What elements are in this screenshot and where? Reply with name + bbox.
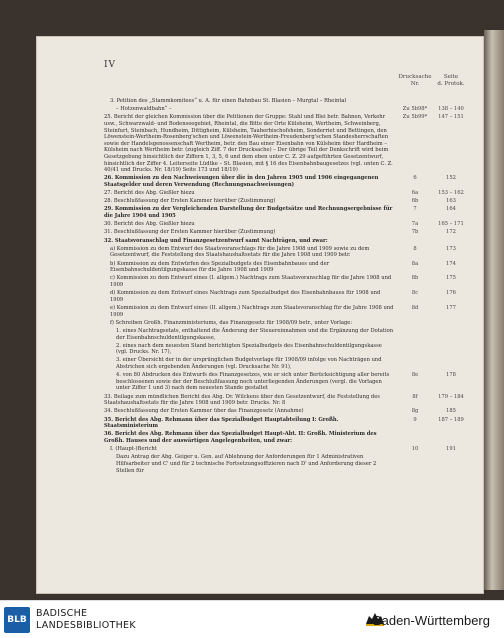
blb-line2: LANDESBIBLIOTHEK — [36, 619, 136, 631]
list-item — [104, 246, 464, 259]
entry-page: 179 – 184 — [438, 393, 464, 400]
entry-page: 178 — [446, 372, 456, 379]
page-number: IV — [104, 60, 117, 70]
entry-text: 2. eines nach dem neuesten Stand berichtigten Spezialbudgets des Eisenbahnschuldentilgungskasse (vgl. Drucks. Nr. 17), — [116, 342, 382, 356]
entry-text: Dazu Antrag der Abg. Geiger u. Gen. auf Ablehnung der Anforderungen für 1 Administrativen Hilfsarbeiter und C' und für 2 technische Fortsetzungsoffizieren nach D' und Anforderung dieser 2 Stellen für — [116, 454, 377, 474]
list-item — [104, 106, 464, 113]
entry-drucksache-nr: 8e — [411, 372, 419, 379]
list-item — [104, 394, 464, 407]
list-item — [104, 290, 464, 303]
blb-logo[interactable]: BLB — [4, 607, 30, 633]
entry-drucksache-nr: 8g — [411, 408, 419, 415]
list-item — [104, 328, 464, 341]
list-item — [104, 305, 464, 318]
list-item — [104, 408, 464, 415]
column-header-drucksache — [398, 74, 432, 88]
entry-text: 4. von 80 Abdrucken des Entwurfs des Finanzgesetzes, wie er sich unter Berücksichtigung aller bereits beschlossenen sowie der der Beschlußfassung noch unterliegenden Änderungen (vergl. die Vorlagen unter Ziffer 1 und 3) nach dem neuesten Stande gestaltet — [116, 372, 390, 392]
list-item — [104, 343, 464, 356]
entry-text: b) Kommission zu dem Entwürfen des Spezialbudgets des Eisenbahnbaues und der Eisenbahnschuldentilgungskasse für die Jahre 1908 und 1909 — [110, 260, 330, 274]
entry-page: 177 — [446, 304, 456, 311]
entry-text: 36. Bericht des Abg. Rehmann über das Spezialbudget Haupt-Abt. II: Großh. Ministerium des Großh. Hauses und der auswärtigen Angelegenheiten, und zwar: — [104, 431, 377, 444]
entry-page: 174 — [446, 260, 456, 267]
page-edge — [484, 30, 504, 590]
list-item — [104, 431, 464, 444]
entry-page: 152 — [446, 175, 456, 182]
entry-drucksache-nr: 8d — [411, 304, 419, 311]
entry-text: f) Schreiben Großh. Finanzministeriums, das Finanzgesetz für 1908/09 betr., unter Vorlage: — [110, 319, 353, 326]
entry-page: 175 — [446, 275, 456, 282]
entry-drucksache-nr: 8c — [411, 290, 419, 297]
entry-page: 138 – 140 — [438, 106, 464, 113]
entry-page: 163 — [446, 198, 456, 205]
baden-wuerttemberg-label[interactable]: Baden-Württemberg — [372, 613, 490, 628]
entry-text: I. (Haupt-)Bericht — [110, 446, 157, 453]
list-item — [104, 417, 464, 430]
entry-drucksache-nr: 7b — [411, 229, 419, 236]
entry-drucksache-nr: 7 — [413, 206, 417, 213]
list-item — [104, 206, 464, 219]
column-header-drucksache-line2: Nr. — [410, 81, 420, 87]
entry-page: 191 — [446, 446, 456, 453]
entry-page: 165 – 171 — [438, 221, 464, 228]
entry-page: 164 — [446, 206, 456, 213]
list-item — [104, 221, 464, 228]
entry-text: 35. Bericht des Abg. Rehmann über das Spezialbudget Hauptabteilung I: Großh. Staatsministerium — [104, 416, 339, 430]
entry-text: 31. Beschlußfassung der Ersten Kammer hierüber (Zustimmung) — [104, 229, 276, 236]
entry-drucksache-nr: 6a — [411, 190, 419, 197]
entry-page: 187 – 189 — [438, 416, 464, 423]
list-item — [104, 446, 464, 453]
list-item — [104, 198, 464, 205]
entry-drucksache-nr: 8a — [411, 260, 419, 267]
list-item — [104, 275, 464, 288]
list-item — [104, 229, 464, 236]
entry-drucksache-nr: Zu 5b98* — [402, 106, 428, 113]
list-item — [104, 98, 464, 105]
entry-text: 28. Beschlußfassung der Ersten Kammer hierüber (Zustimmung) — [104, 198, 276, 205]
blb-line1: BADISCHE — [36, 608, 88, 619]
column-header-seite — [434, 74, 468, 88]
table-of-contents — [104, 98, 464, 476]
list-item — [104, 190, 464, 197]
entry-text: – Hotzenwaldbahn“ – — [116, 106, 172, 113]
list-item — [104, 320, 464, 327]
list-item — [104, 114, 464, 173]
column-header-drucksache-line1: Drucksache — [398, 74, 432, 80]
entry-text: a) Kommission zu dem Entwurf des Staatsvoranschlags für die Jahre 1908 und 1909 sowie zu dem Gesetzentwurf, die Feststellung des Staatshaushaltsetats für die Jahre 1908 und 1909 betr. — [110, 245, 370, 259]
entry-drucksache-nr: 7a — [411, 221, 419, 228]
entry-text: 27. Bericht des Abg. Gießler hiezu — [104, 190, 195, 197]
column-header-seite-line1: Seite — [443, 74, 459, 80]
entry-text: 29. Kommission zu der Vergleichenden Darstellung der Budgetsätze und Rechnungsergebnisse für die Jahre 1904 und 1905 — [104, 206, 393, 220]
entry-drucksache-nr: Zu 5b99* — [402, 114, 428, 121]
entry-page: 185 — [446, 408, 456, 415]
entry-text: 25. Bericht der gleichen Kommission über die Petitionen der Gruppe: Stahl und Blei betr. Bahnen, Verkehr usw., Schwarzwald- und Bodenseegebiet, Rheintal, die Bitte der Orte Külsheim, Wertheim, Schweinberg, Steinfurt, Steinbach, Hundheim, Dittigheim, Külsheim, Tauberbischofsheim, Sonderriet und Bettingen, den Löwenstein-Wertheim-Rosenberg'schen und Löwenstein-Wertheim-Freudenberg'schen Standesherrschaften sowie der Handelsgenossenschaft Wertheim, betr. den Bau einer Eisenbahn von Külsheim über Hardheim – Külsheim nach Wertheim betr. (zugleich Ziff. 7 der Drucksache) – Der übrige Teil der Denkschrift wird beim Gesetzgebung hinsichtlich der Ziffern 1, 3, 5, 6 und dem eben unter C. Z. 29 aufgeführten Gesetzentwurf, hinsichtlich der Ziffer 4. Leiterseite Lüdtke – St. Blasien, mit § 16 des Eisenbahnbaugesetzes (vgl. unten C. Z. 40/41 und Drucks. Nr. 18/19) Seite 173 und 18/19) — [104, 114, 393, 174]
entry-drucksache-nr: 9 — [413, 416, 417, 423]
entry-text: 32. Staatsvoranschlag und Finanzgesetzentwurf samt Nachträgen, und zwar: — [104, 237, 328, 244]
entry-text: 3. einer Übersicht der in der ursprünglichen Budgetvorlage für 1908/09 infolge von Nachträgen und Abstrichen sich ergebenden Änderungen (vgl. Drucksache Nr. 91), — [116, 357, 382, 371]
entry-text: e) Kommission zu dem Entwurf eines (II. allgem.) Nachtrags zum Staatsvoranschlag für die Jahre 1908 und 1909 — [110, 304, 394, 318]
entry-text: 3. Petition des „Stammkomitees“ u. A. für einen Bahnbau St. Blasien – Murgtal – Rheintal — [110, 98, 347, 104]
entry-text: c) Kommission zu dem Entwurf eines (I. allgem.) Nachtrags zum Staatsvoranschlag für die Jahre 1908 und 1909 — [110, 275, 392, 288]
entry-text: 30. Bericht des Abg. Gießler hiezu — [104, 221, 195, 228]
entry-drucksache-nr: 8 — [413, 245, 417, 252]
entry-drucksache-nr: 10 — [411, 446, 419, 453]
entry-page: 147 – 151 — [438, 114, 464, 121]
list-item — [104, 454, 464, 474]
entry-text: d) Kommission zu dem Entwurf eines Nachtrags zum Spezialbudget des Eisenbahnbaues für 1908 und 1909 — [110, 290, 381, 303]
list-item — [104, 372, 464, 392]
blb-library-name[interactable] — [36, 608, 136, 631]
entry-page: 153 – 162 — [438, 190, 464, 197]
entry-text: 26. Kommission zu den Nachweisungen über die in den Jahren 1905 und 1906 eingegangenen Staatsgelder und deren Verwendung (Rechnungsnachweisungen) — [104, 175, 379, 188]
column-header-seite-line2: d. Protok. — [437, 81, 465, 87]
list-item — [104, 175, 464, 188]
entry-text: 34. Beschlußfassung der Ersten Kammer über das Finanzgesetz (Annahme) — [104, 408, 304, 415]
entry-page: 172 — [446, 229, 456, 236]
list-item — [104, 261, 464, 274]
entry-drucksache-nr: 6b — [411, 198, 419, 205]
list-item — [104, 238, 464, 245]
footer-bar — [0, 600, 504, 638]
entry-text: 1. eines Nachtragsetats, enthaltend die Änderung der Steuereinnahmen und die Ergänzung der Dotation der Eisenbahnschuldentilgungskasse, — [116, 327, 394, 341]
entry-page: 173 — [446, 245, 456, 252]
entry-text: 33. Beilage zum mündlichen Bericht des Abg. Dr. Wilckens über den Gesetzentwurf, die Feststellung des Staatshaushaltsetats für die Jahre 1908 und 1909 betr. Drucks. Nr. 8 — [104, 393, 380, 407]
entry-page: 176 — [446, 290, 456, 297]
entry-drucksache-nr: 8b — [411, 275, 419, 282]
entry-drucksache-nr: 6 — [413, 175, 417, 182]
entry-drucksache-nr: 8f — [412, 393, 418, 400]
list-item — [104, 357, 464, 370]
